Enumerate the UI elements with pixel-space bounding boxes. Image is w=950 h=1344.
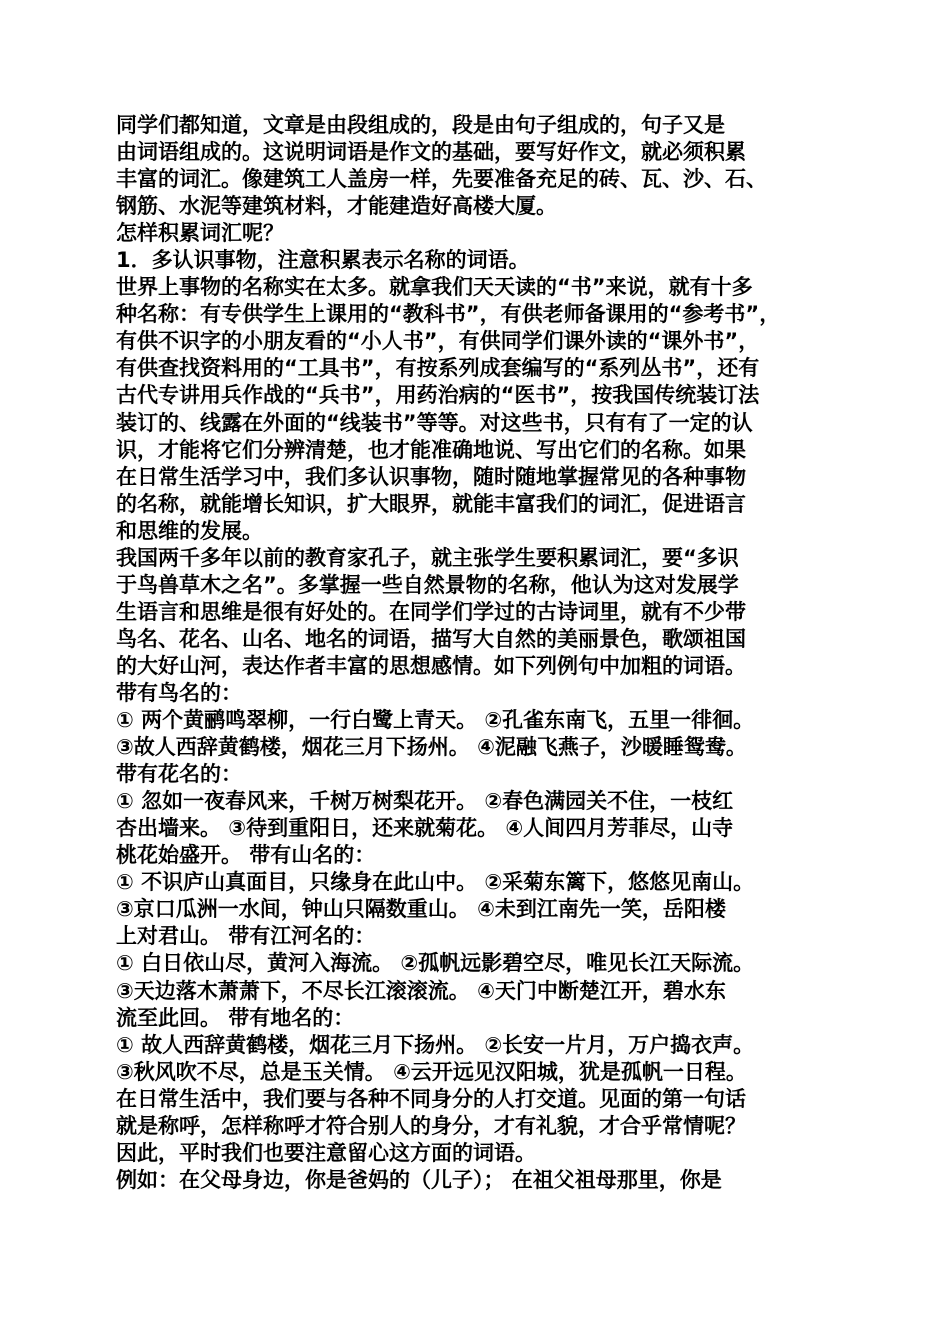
example-line: ① 忽如一夜春风来，千树万树梨花开。 ②春色满园关不住，一枝红 (116, 789, 734, 814)
text-line: 同学们都知道，文章是由段组成的，段是由句子组成的，句子又是 (116, 113, 725, 137)
text-line: 和思维的发展。 (116, 518, 263, 543)
example-line: 流至此回。 带有地名的： (116, 1005, 355, 1030)
text-line: 的名称，就能增长知识，扩大眼界，就能丰富我们的词汇，促进语言 (116, 491, 746, 516)
example-line: ① 两个黄鹂鸣翠柳，一行白鹭上青天。 ②孔雀东南飞，五里一徘徊。 (116, 708, 755, 733)
example-line: ① 故人西辞黄鹤楼，烟花三月下扬州。 ②长安一片月，万户捣衣声。 (116, 1032, 755, 1057)
text-line: 例如：在父母身边，你是爸妈的（儿子）； 在祖父祖母那里，你是 (116, 1167, 722, 1192)
text-line: 在日常生活中，我们要与各种不同身分的人打交道。见面的第一句话 (116, 1086, 746, 1111)
text-line: 鸟名、花名、山名、地名的词语，描写大自然的美丽景色，歌颂祖国 (116, 626, 746, 651)
text-line: 生语言和思维是很有好处的。在同学们学过的古诗词里，就有不少带 (116, 599, 746, 624)
text-line: 识，才能将它们分辨清楚，也才能准确地说、写出它们的名称。如果 (116, 437, 746, 462)
example-line: 桃花始盛开。 带有山名的： (116, 843, 376, 868)
example-line: ① 白日依山尽，黄河入海流。 ②孤帆远影碧空尽，唯见长江天际流。 (116, 951, 755, 976)
text-line: 古代专讲用兵作战的“兵书”，用药治病的“医书”，按我国传统装订法 (116, 383, 760, 408)
text-line: 世界上事物的名称实在太多。就拿我们天天读的“书”来说，就有十多 (116, 275, 753, 300)
section-heading: 1．多认识事物，注意积累表示名称的词语。 (116, 248, 530, 273)
example-line: 杏出墙来。 ③待到重阳日，还来就菊花。 ④人间四月芳菲尽，山寺 (116, 816, 734, 841)
text-line: 钢筋、水泥等建筑材料，才能建造好高楼大厦。 (116, 194, 557, 219)
text-line: 的大好山河，表达作者丰富的思想感情。如下列例句中加粗的词语。 (116, 653, 746, 678)
text-line: 就是称呼，怎样称呼才符合别人的身分，才有礼貌，才合乎常情呢？ (116, 1113, 746, 1138)
example-line: ③京口瓜洲一水间，钟山只隔数重山。 ④未到江南先一笑，岳阳楼 (116, 897, 726, 922)
category-label: 带有花名的： (116, 762, 242, 787)
example-line: ③天边落木萧萧下，不尽长江滚滚流。 ④天门中断楚江开，碧水东 (116, 978, 726, 1003)
document-body (116, 112, 856, 1194)
text-line: 种名称：有专供学生上课用的“教科书”，有供老师备课用的“参考书”， (116, 302, 781, 327)
example-line: ③秋风吹不尽，总是玉关情。 ④云开远见汉阳城，犹是孤帆一日程。 (116, 1059, 747, 1084)
text-line: 在日常生活学习中，我们多认识事物，随时随地掌握常见的各种事物 (116, 464, 746, 489)
category-label: 带有鸟名的： (116, 680, 242, 705)
text-line: 装订的、线露在外面的“线装书”等等。对这些书，只有有了一定的认 (116, 410, 753, 435)
text-line: 有供不识字的小朋友看的“小人书”，有供同学们课外读的“课外书”， (116, 329, 760, 354)
text-line: 由词语组成的。这说明词语是作文的基础，要写好作文，就必须积累 (116, 140, 746, 165)
section-question: 怎样积累词汇呢？ (116, 221, 284, 246)
text-line: 有供查找资料用的“工具书”，有按系列成套编写的“系列丛书”，还有 (116, 356, 760, 381)
text-line: 丰富的词汇。像建筑工人盖房一样，先要准备充足的砖、瓦、沙、石、 (116, 167, 767, 192)
example-line: ① 不识庐山真面目，只缘身在此山中。 ②采菊东篱下，悠悠见南山。 (116, 870, 755, 895)
example-line: 上对君山。 带有江河名的： (116, 924, 376, 949)
text-line: 我国两千多年以前的教育家孔子，就主张学生要积累词汇，要“多识 (116, 545, 739, 570)
example-line: ③故人西辞黄鹤楼，烟花三月下扬州。 ④泥融飞燕子，沙暖睡鸳鸯。 (116, 735, 747, 760)
text-line: 因此，平时我们也要注意留心这方面的词语。 (116, 1140, 536, 1165)
text-line: 于鸟兽草木之名”。多掌握一些自然景物的名称，他认为这对发展学 (116, 572, 739, 597)
